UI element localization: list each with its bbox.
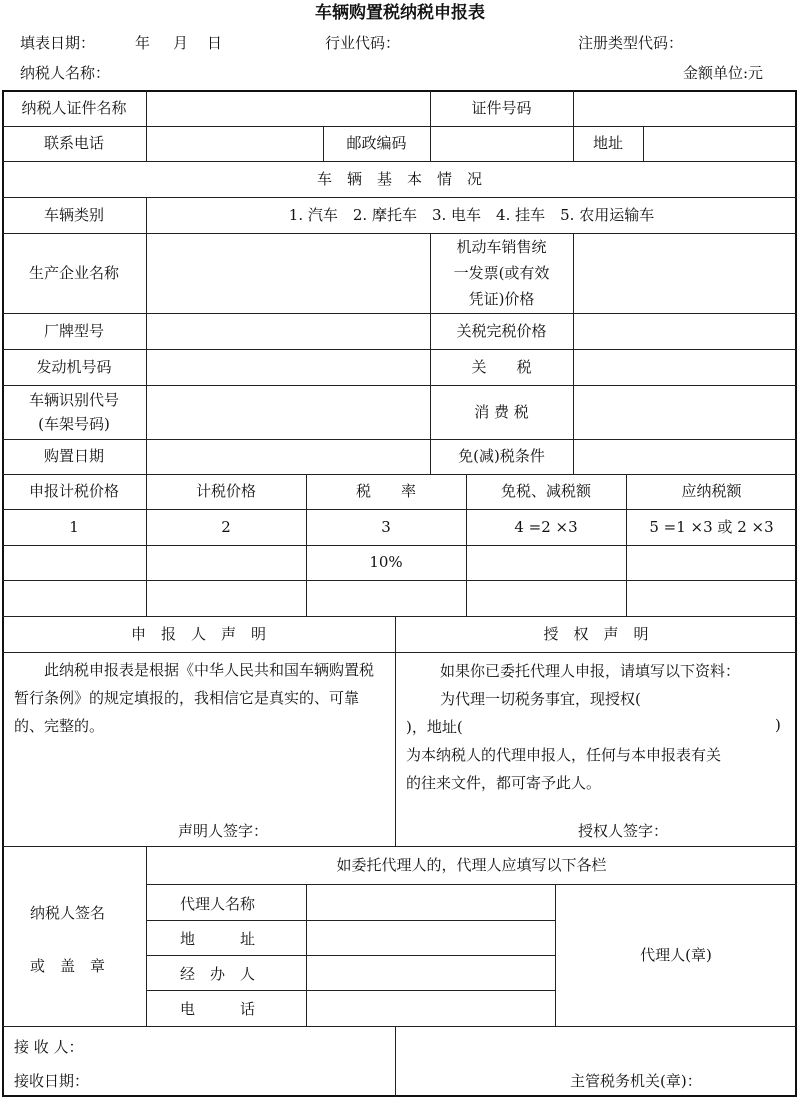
authorization-title: 授 权 声 明: [543, 624, 649, 643]
invoice-price-line-1: 机动车销售统: [456, 238, 547, 256]
authorization-line-3-end: ): [775, 716, 781, 734]
fill-date-label: 填表日期：: [20, 34, 96, 52]
rule: [146, 90, 147, 161]
authorization-line-3-start: )，地址(: [406, 718, 463, 736]
rule: [573, 233, 574, 474]
vin-line-2: (车架号码): [38, 415, 110, 433]
receiver-label: 接 收 人：: [14, 1038, 84, 1056]
rule: [146, 920, 555, 921]
agent-instruction: 如委托代理人的，代理人应填写以下各栏: [336, 855, 607, 874]
calc-header: 应纳税额: [681, 482, 742, 501]
calc-formula-cell: 4 =2 ×3: [514, 517, 578, 536]
rule: [146, 990, 555, 991]
date-month-label: 月: [173, 34, 189, 52]
vin-label: [2, 385, 146, 439]
taxpayer-name-label: 纳税人名称：: [20, 64, 111, 82]
rule: [146, 197, 147, 616]
authorization-line-2: 为代理一切税务事宜，现授权(: [440, 690, 641, 708]
purchase-date-label: 购置日期: [43, 447, 104, 466]
vin-line-1: 车辆识别代号: [28, 391, 119, 409]
form-title: 车辆购置税纳税申报表: [315, 3, 485, 23]
declaration-text: 此纳税申报表是根据《中华人民共和国车辆购置税暂行条例》的规定填报的，我相信它是真实的、可靠的、完整的。: [14, 661, 375, 735]
calc-header: 申报计税价格: [28, 482, 119, 501]
industry-code-label: 行业代码：: [325, 34, 401, 52]
agent-phone-label: 电 话: [180, 1000, 256, 1018]
invoice-price-line-2: 一发票(或有效: [453, 264, 550, 282]
invoice-price-label: [430, 233, 573, 313]
rule: [2, 1026, 797, 1027]
taxpayer-id-name-label: 纳税人证件名称: [21, 98, 127, 117]
receive-date-label: 接收日期：: [14, 1072, 90, 1090]
date-day-label: 日: [207, 34, 223, 52]
taxpayer-signature-label: 纳税人签名: [30, 904, 106, 922]
customs-value-label: 关税完税价格: [456, 321, 547, 340]
tax-authority-label: 主管税务机关(章)：: [570, 1072, 702, 1090]
vehicle-category-options: 1. 汽车 2. 摩托车 3. 电车 4. 挂车 5. 农用运输车: [288, 205, 655, 224]
authorization-line-5: 的往来文件，都可寄予此人。: [406, 774, 602, 792]
postcode-label: 邮政编码: [346, 134, 407, 153]
rule: [395, 1026, 396, 1097]
vehicle-category-label: 车辆类别: [43, 205, 104, 224]
rule: [430, 126, 431, 161]
id-number-label: 证件号码: [471, 98, 532, 117]
rule: [306, 884, 307, 1026]
address-label: 地址: [592, 134, 623, 153]
agent-handler-label: 经 办 人: [180, 965, 256, 983]
registration-type-label: 注册类型代码：: [578, 34, 684, 52]
declaration-title: 申 报 人 声 明: [130, 624, 266, 643]
calc-formula-cell: 5 =1 ×3 或 2 ×3: [649, 517, 774, 536]
agent-address-label: 地 址: [180, 930, 256, 948]
rule: [146, 955, 555, 956]
calc-formula-cell: 3: [381, 517, 391, 536]
rule: [2, 652, 797, 653]
brand-model-label: 厂牌型号: [43, 321, 104, 340]
customs-duty-label: 关 税: [471, 357, 532, 376]
rule: [2, 580, 797, 581]
calc-header: 计税价格: [195, 482, 256, 501]
exemption-label: 免(减)税条件: [458, 447, 545, 466]
tax-rate-value: 10%: [369, 553, 403, 572]
calc-formula-cell: 1: [69, 517, 79, 536]
authorizer-signature-label: 授权人签字：: [578, 822, 669, 840]
taxpayer-seal-label: 或 盖 章: [30, 957, 106, 975]
vehicle-section-title: 车 辆 基 本 情 况: [316, 169, 482, 188]
consumption-tax-label: 消 费 税: [474, 402, 529, 421]
engine-number-label: 发动机号码: [36, 357, 112, 376]
calc-header: 免税、减税额: [500, 482, 591, 501]
rule: [643, 126, 644, 161]
calc-header: 税 率: [355, 482, 416, 501]
agent-seal-label: 代理人(章): [640, 945, 712, 964]
phone-label: 联系电话: [43, 134, 104, 153]
date-year-label: 年: [135, 34, 151, 52]
invoice-price-line-3: 凭证)价格: [468, 290, 535, 308]
agent-name-label: 代理人名称: [180, 895, 256, 913]
authorization-line-1: 如果你已委托代理人申报，请填写以下资料：: [440, 662, 741, 680]
authorization-line-4: 为本纳税人的代理申报人，任何与本申报表有关: [406, 746, 722, 764]
calc-formula-cell: 2: [221, 517, 231, 536]
manufacturer-label: 生产企业名称: [28, 263, 119, 282]
declarant-signature-label: 声明人签字：: [178, 822, 269, 840]
amount-unit-label: 金额单位:元: [683, 64, 764, 82]
